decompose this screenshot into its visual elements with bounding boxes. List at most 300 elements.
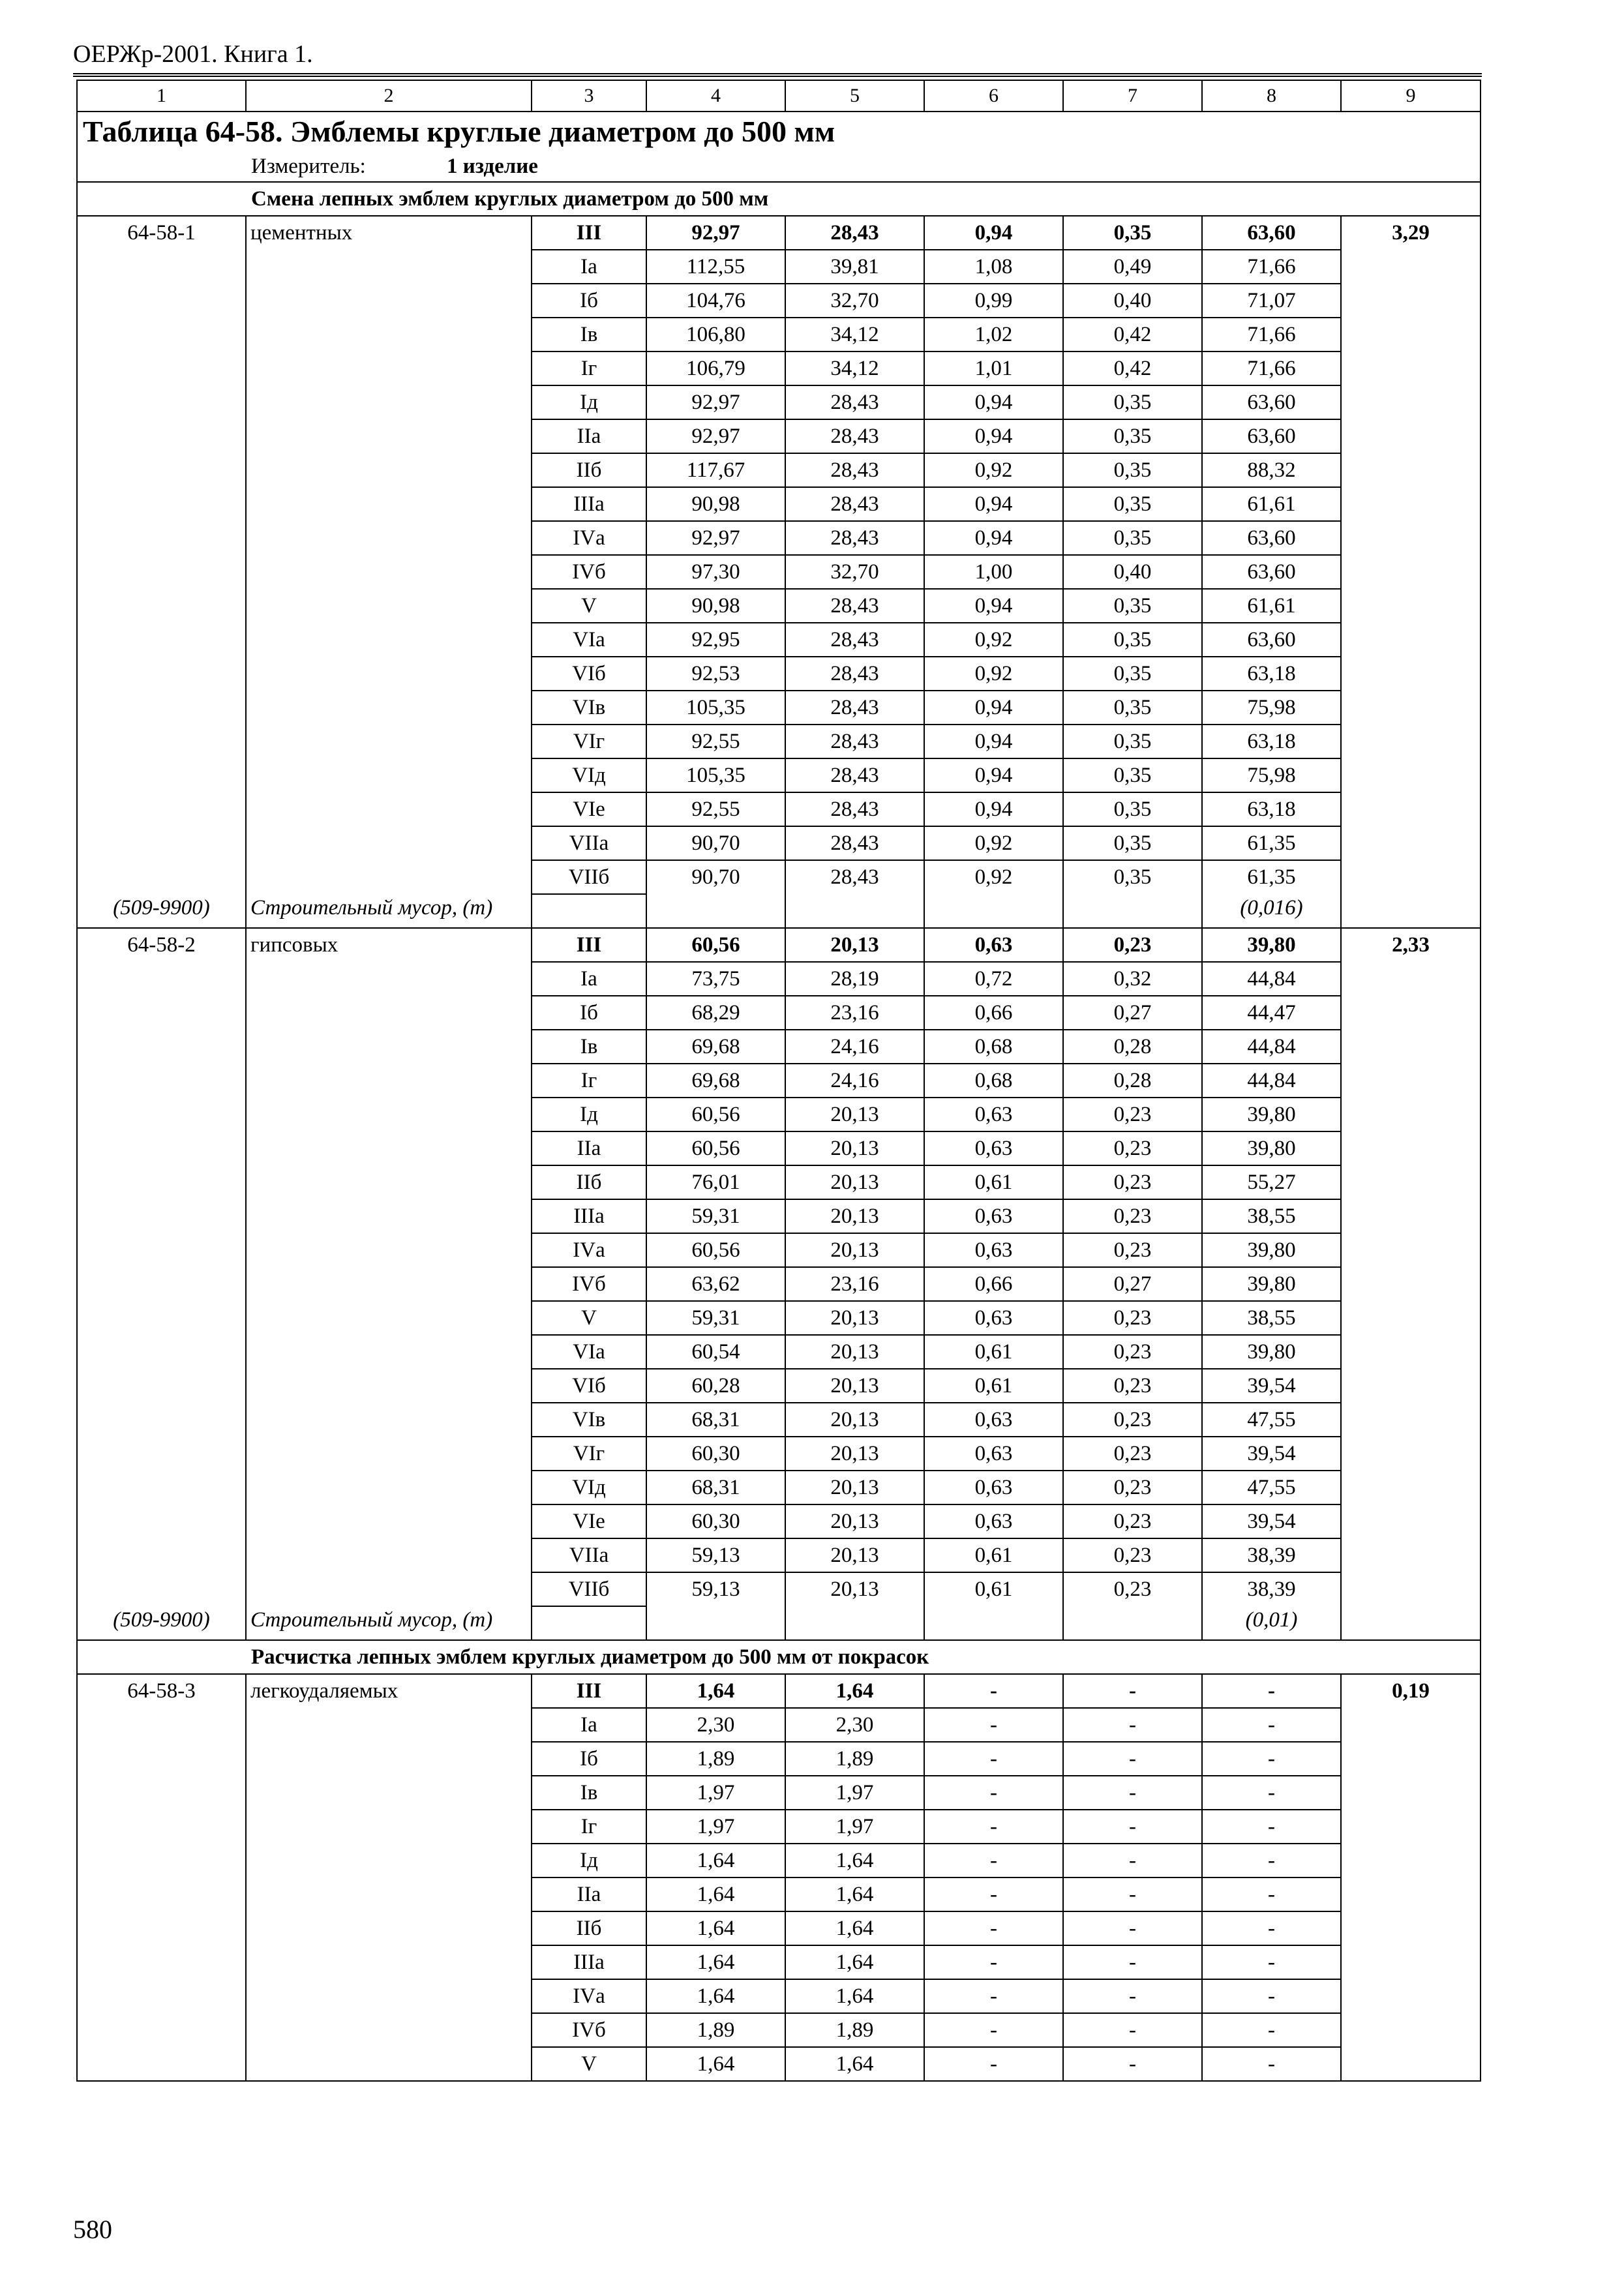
code-spacer <box>77 352 246 385</box>
value-cell: - <box>1063 1742 1202 1776</box>
value-cell: - <box>924 1844 1063 1878</box>
value-cell: - <box>1063 1708 1202 1742</box>
value-cell: 60,28 <box>646 1369 785 1403</box>
value-cell: 60,56 <box>646 1131 785 1165</box>
value-cell: 0,61 <box>924 1538 1063 1572</box>
name-spacer <box>246 1945 532 1979</box>
name-spacer <box>246 352 532 385</box>
value-cell: 0,63 <box>924 1131 1063 1165</box>
value-cell: 38,55 <box>1202 1199 1341 1233</box>
zone-label: Iб <box>532 996 646 1030</box>
value-c6: 0,94 <box>924 216 1063 250</box>
value-cell: - <box>1202 1844 1341 1878</box>
value-cell: 0,28 <box>1063 1064 1202 1098</box>
value-cell: 0,35 <box>1063 860 1202 894</box>
value-cell: 28,43 <box>785 860 924 894</box>
value-cell: 28,43 <box>785 419 924 453</box>
debris-row <box>77 1606 1481 1640</box>
name-spacer <box>246 1199 532 1233</box>
value-cell: 63,60 <box>1202 521 1341 555</box>
value-cell: 61,61 <box>1202 487 1341 521</box>
name-spacer <box>246 487 532 521</box>
zone-label: VIе <box>532 792 646 826</box>
value-cell: 1,89 <box>646 2013 785 2047</box>
zone-label: Iв <box>532 318 646 352</box>
zone-row <box>77 284 1481 318</box>
value-cell: 0,23 <box>1063 1165 1202 1199</box>
section-heading-row <box>77 1640 1481 1674</box>
value-cell: - <box>1202 2013 1341 2047</box>
zone-row <box>77 2047 1481 2081</box>
zone-label: Iа <box>532 962 646 996</box>
zone-row <box>77 1437 1481 1471</box>
value-cell: 0,63 <box>924 1504 1063 1538</box>
value-cell: 0,27 <box>1063 996 1202 1030</box>
value-cell: 20,13 <box>785 1572 924 1606</box>
name-spacer <box>246 1810 532 1844</box>
zone-label: Iб <box>532 1742 646 1776</box>
value-cell: 0,94 <box>924 521 1063 555</box>
value-cell: 0,23 <box>1063 1098 1202 1131</box>
value-cell: 1,97 <box>646 1810 785 1844</box>
name-spacer <box>246 521 532 555</box>
value-cell: 1,97 <box>785 1776 924 1810</box>
column-number: 8 <box>1202 80 1341 112</box>
measure-label: Измеритель: <box>251 155 366 178</box>
value-cell: - <box>1063 2013 1202 2047</box>
value-cell: 44,84 <box>1202 1030 1341 1064</box>
value-cell: 106,80 <box>646 318 785 352</box>
value-cell: 28,43 <box>785 826 924 860</box>
name-spacer <box>246 826 532 860</box>
value-cell: 1,64 <box>646 1844 785 1878</box>
value-cell: 63,62 <box>646 1267 785 1301</box>
column-number: 4 <box>646 80 785 112</box>
value-c7: 0,23 <box>1063 928 1202 962</box>
name-spacer <box>246 758 532 792</box>
value-cell: 0,35 <box>1063 487 1202 521</box>
zone-label: IVа <box>532 1233 646 1267</box>
code-spacer <box>77 1878 246 1911</box>
value-cell: 20,13 <box>785 1199 924 1233</box>
value-cell: 61,35 <box>1202 826 1341 860</box>
value-cell: 0,23 <box>1063 1131 1202 1165</box>
debris-code: (509-9900) <box>77 1606 246 1640</box>
code-spacer <box>77 318 246 352</box>
value-cell: 92,55 <box>646 792 785 826</box>
value-cell: 0,35 <box>1063 521 1202 555</box>
value-cell: 28,43 <box>785 792 924 826</box>
value-cell: 71,07 <box>1202 284 1341 318</box>
value-cell: 20,13 <box>785 1301 924 1335</box>
value-c7: - <box>1063 1674 1202 1708</box>
code-spacer <box>77 1233 246 1267</box>
value-cell: 55,27 <box>1202 1165 1341 1199</box>
column-number-row <box>77 80 1481 112</box>
code-spacer <box>77 1776 246 1810</box>
name-spacer <box>246 1538 532 1572</box>
value-cell: - <box>924 1810 1063 1844</box>
value-cell: 20,13 <box>785 1403 924 1437</box>
zone-row <box>77 1030 1481 1064</box>
value-cell: 0,63 <box>924 1098 1063 1131</box>
zone-row <box>77 1471 1481 1504</box>
value-cell: 63,18 <box>1202 725 1341 758</box>
zone-label: Iг <box>532 352 646 385</box>
zone-row <box>77 1335 1481 1369</box>
value-cell: 34,12 <box>785 352 924 385</box>
value-c4: 60,56 <box>646 928 785 962</box>
value-cell: 39,81 <box>785 250 924 284</box>
value-cell: 39,54 <box>1202 1504 1341 1538</box>
code-spacer <box>77 860 246 894</box>
value-c4: 92,97 <box>646 216 785 250</box>
value-cell: 28,43 <box>785 657 924 691</box>
name-spacer <box>246 1471 532 1504</box>
value-cell: 39,80 <box>1202 1131 1341 1165</box>
zone-label: Iд <box>532 1844 646 1878</box>
code-spacer <box>77 1335 246 1369</box>
running-title: ОЕРЖр-2001. Книга 1. <box>73 40 313 68</box>
zone-row <box>77 1267 1481 1301</box>
value-cell: 0,94 <box>924 792 1063 826</box>
value-cell: 1,64 <box>646 1878 785 1911</box>
value-cell: 90,98 <box>646 487 785 521</box>
item-name: легкоудаляемых <box>246 1674 532 1708</box>
zone-row <box>77 1708 1481 1742</box>
zone-label: IIб <box>532 453 646 487</box>
name-spacer <box>246 1267 532 1301</box>
value-cell: 1,89 <box>785 1742 924 1776</box>
value-cell: 0,32 <box>1063 962 1202 996</box>
code-spacer <box>77 1098 246 1131</box>
value-cell: 0,63 <box>924 1199 1063 1233</box>
zone-label: VIв <box>532 691 646 725</box>
zone-row <box>77 1742 1481 1776</box>
value-cell: 0,94 <box>924 419 1063 453</box>
code-spacer <box>77 623 246 657</box>
value-cell: 1,64 <box>646 1911 785 1945</box>
value-cell: 38,39 <box>1202 1572 1341 1606</box>
value-cell: 1,64 <box>785 1911 924 1945</box>
zone-row <box>77 250 1481 284</box>
section-heading: Смена лепных эмблем круглых диаметром до 500 мм <box>77 182 1481 216</box>
value-cell: 28,43 <box>785 623 924 657</box>
zone-row <box>77 1199 1481 1233</box>
value-cell: 0,63 <box>924 1471 1063 1504</box>
name-spacer <box>246 1979 532 2013</box>
code-spacer <box>77 1064 246 1098</box>
value-cell: 39,80 <box>1202 1267 1341 1301</box>
value-cell: 0,23 <box>1063 1199 1202 1233</box>
value-cell: 39,80 <box>1202 1098 1341 1131</box>
zone-row <box>77 1369 1481 1403</box>
value-c6: - <box>924 1674 1063 1708</box>
zone-label: Iг <box>532 1810 646 1844</box>
code-spacer <box>77 1572 246 1606</box>
value-c8: 39,80 <box>1202 928 1341 962</box>
value-cell: 0,40 <box>1063 555 1202 589</box>
zone-row <box>77 1403 1481 1437</box>
column-number: 3 <box>532 80 646 112</box>
name-spacer <box>246 1844 532 1878</box>
value-cell: 28,19 <box>785 962 924 996</box>
zone-label: VIг <box>532 1437 646 1471</box>
zone-label: VIв <box>532 1403 646 1437</box>
value-cell: - <box>924 1945 1063 1979</box>
value-cell: 28,43 <box>785 453 924 487</box>
value-cell: - <box>1202 1776 1341 1810</box>
name-spacer <box>246 1708 532 1742</box>
zone-row <box>77 487 1481 521</box>
value-cell: 1,64 <box>785 1945 924 1979</box>
zone-label: VIе <box>532 1504 646 1538</box>
code-spacer <box>77 758 246 792</box>
value-cell: - <box>924 1911 1063 1945</box>
value-cell: 28,43 <box>785 521 924 555</box>
value-cell: 0,35 <box>1063 385 1202 419</box>
value-cell: 0,92 <box>924 826 1063 860</box>
debris-code: (509-9900) <box>77 894 246 928</box>
debris-spacer <box>1063 1606 1202 1640</box>
value-cell: - <box>1063 1979 1202 2013</box>
zone-label: V <box>532 2047 646 2081</box>
zone-label: IIб <box>532 1911 646 1945</box>
zone-label: IIб <box>532 1165 646 1199</box>
value-cell: - <box>1063 1945 1202 1979</box>
value-cell: 60,54 <box>646 1335 785 1369</box>
value-cell: - <box>1063 1911 1202 1945</box>
value-cell: - <box>1063 1844 1202 1878</box>
rates-table <box>76 80 1481 2082</box>
value-cell: 0,42 <box>1063 352 1202 385</box>
zone-label: VIа <box>532 623 646 657</box>
value-cell: 47,55 <box>1202 1471 1341 1504</box>
value-cell: 59,31 <box>646 1301 785 1335</box>
value-cell: 39,80 <box>1202 1233 1341 1267</box>
value-cell: 0,94 <box>924 725 1063 758</box>
value-cell: 0,94 <box>924 487 1063 521</box>
value-cell: 1,64 <box>785 1979 924 2013</box>
code-spacer <box>77 1301 246 1335</box>
value-cell: - <box>1063 1776 1202 1810</box>
debris-spacer <box>646 1606 785 1640</box>
name-spacer <box>246 962 532 996</box>
zone-row <box>77 1572 1481 1606</box>
measure-cell <box>77 151 1481 182</box>
value-cell: - <box>1202 1945 1341 1979</box>
code-spacer <box>77 792 246 826</box>
value-cell: 92,95 <box>646 623 785 657</box>
code-spacer <box>77 1979 246 2013</box>
value-cell: 73,75 <box>646 962 785 996</box>
name-spacer <box>246 284 532 318</box>
value-c8: - <box>1202 1674 1341 1708</box>
value-cell: - <box>1202 1810 1341 1844</box>
name-spacer <box>246 318 532 352</box>
value-c9: 2,33 <box>1341 928 1481 1640</box>
zone-row <box>77 657 1481 691</box>
item-name: гипсовых <box>246 928 532 962</box>
zone-row <box>77 1945 1481 1979</box>
name-spacer <box>246 1369 532 1403</box>
zone-label: V <box>532 589 646 623</box>
name-spacer <box>246 623 532 657</box>
value-c7: 0,35 <box>1063 216 1202 250</box>
name-spacer <box>246 996 532 1030</box>
zone-label: VIIа <box>532 1538 646 1572</box>
value-cell: - <box>1202 1878 1341 1911</box>
name-spacer <box>246 1165 532 1199</box>
value-cell: 60,30 <box>646 1504 785 1538</box>
value-cell: 75,98 <box>1202 758 1341 792</box>
name-spacer <box>246 1131 532 1165</box>
value-cell: 0,23 <box>1063 1335 1202 1369</box>
name-spacer <box>246 1403 532 1437</box>
zone-label: Iд <box>532 385 646 419</box>
value-cell: 47,55 <box>1202 1403 1341 1437</box>
value-c5: 1,64 <box>785 1674 924 1708</box>
value-cell: 44,84 <box>1202 962 1341 996</box>
code-spacer <box>77 691 246 725</box>
code-spacer <box>77 1945 246 1979</box>
code-spacer <box>77 1403 246 1437</box>
value-cell: 59,13 <box>646 1538 785 1572</box>
value-cell: 1,89 <box>785 2013 924 2047</box>
zone-row <box>77 2013 1481 2047</box>
value-cell: 61,35 <box>1202 860 1341 894</box>
zone-row <box>77 453 1481 487</box>
value-cell: 28,43 <box>785 385 924 419</box>
value-cell: 0,35 <box>1063 657 1202 691</box>
zone-row <box>77 1878 1481 1911</box>
value-cell: 76,01 <box>646 1165 785 1199</box>
code-spacer <box>77 725 246 758</box>
zone-label: VIIб <box>532 860 646 894</box>
zone-label: VIа <box>532 1335 646 1369</box>
value-cell: 0,23 <box>1063 1369 1202 1403</box>
value-cell: 0,94 <box>924 589 1063 623</box>
value-cell: 28,43 <box>785 691 924 725</box>
name-spacer <box>246 1030 532 1064</box>
name-spacer <box>246 860 532 894</box>
value-cell: 75,98 <box>1202 691 1341 725</box>
zone-label: VIд <box>532 1471 646 1504</box>
value-cell: 28,43 <box>785 589 924 623</box>
zone-label: Iв <box>532 1776 646 1810</box>
item-main-row <box>77 1674 1481 1708</box>
name-spacer <box>246 419 532 453</box>
code-spacer <box>77 521 246 555</box>
debris-spacer <box>646 894 785 928</box>
value-cell: - <box>924 2013 1063 2047</box>
value-cell: 88,32 <box>1202 453 1341 487</box>
value-cell: - <box>924 1708 1063 1742</box>
value-cell: 0,23 <box>1063 1403 1202 1437</box>
name-spacer <box>246 1572 532 1606</box>
value-cell: 0,23 <box>1063 1504 1202 1538</box>
zone-row <box>77 826 1481 860</box>
value-cell: 69,68 <box>646 1064 785 1098</box>
value-cell: 69,68 <box>646 1030 785 1064</box>
zone-row <box>77 860 1481 894</box>
column-number: 9 <box>1341 80 1481 112</box>
zone-row <box>77 352 1481 385</box>
value-cell: 1,89 <box>646 1742 785 1776</box>
value-cell: 0,94 <box>924 691 1063 725</box>
debris-zone-spacer <box>532 1606 646 1640</box>
value-cell: - <box>1202 1742 1341 1776</box>
zone-row <box>77 1844 1481 1878</box>
value-cell: 28,43 <box>785 725 924 758</box>
zone-row <box>77 1098 1481 1131</box>
name-spacer <box>246 1911 532 1945</box>
code-spacer <box>77 284 246 318</box>
name-spacer <box>246 792 532 826</box>
zone-row <box>77 318 1481 352</box>
measure-value: 1 изделие <box>447 155 538 178</box>
value-cell: 34,12 <box>785 318 924 352</box>
value-cell: 0,23 <box>1063 1538 1202 1572</box>
value-cell: 1,64 <box>646 1979 785 2013</box>
value-c4: 1,64 <box>646 1674 785 1708</box>
value-cell: 59,13 <box>646 1572 785 1606</box>
value-cell: 20,13 <box>785 1437 924 1471</box>
value-cell: 0,68 <box>924 1030 1063 1064</box>
zone-label: Iа <box>532 250 646 284</box>
name-spacer <box>246 385 532 419</box>
name-spacer <box>246 1064 532 1098</box>
header-rule <box>73 73 1482 77</box>
value-cell: 23,16 <box>785 996 924 1030</box>
value-cell: 0,23 <box>1063 1572 1202 1606</box>
debris-name: Строительный мусор, (т) <box>246 1606 532 1640</box>
value-cell: 0,23 <box>1063 1437 1202 1471</box>
value-cell: 0,35 <box>1063 623 1202 657</box>
value-cell: 63,60 <box>1202 555 1341 589</box>
value-cell: 68,31 <box>646 1403 785 1437</box>
value-cell: 1,01 <box>924 352 1063 385</box>
value-cell: 117,67 <box>646 453 785 487</box>
zone-label: VIб <box>532 1369 646 1403</box>
zone-label: IVа <box>532 521 646 555</box>
value-cell: 1,97 <box>785 1810 924 1844</box>
name-spacer <box>246 1742 532 1776</box>
code-spacer <box>77 1742 246 1776</box>
value-cell: 32,70 <box>785 555 924 589</box>
value-cell: 1,97 <box>646 1776 785 1810</box>
name-spacer <box>246 555 532 589</box>
value-cell: 0,23 <box>1063 1301 1202 1335</box>
value-cell: 0,66 <box>924 1267 1063 1301</box>
name-spacer <box>246 1301 532 1335</box>
zone-label: IIа <box>532 1878 646 1911</box>
value-cell: 0,63 <box>924 1301 1063 1335</box>
value-cell: 0,99 <box>924 284 1063 318</box>
value-cell: 0,61 <box>924 1572 1063 1606</box>
table-title-row <box>77 112 1481 151</box>
value-cell: 1,64 <box>785 1844 924 1878</box>
value-c9: 3,29 <box>1341 216 1481 928</box>
code-spacer <box>77 1030 246 1064</box>
debris-value: (0,01) <box>1202 1606 1341 1640</box>
name-spacer <box>246 1437 532 1471</box>
zone-row <box>77 1538 1481 1572</box>
zone-row <box>77 419 1481 453</box>
zone-label: VIб <box>532 657 646 691</box>
table-title: Таблица 64-58. Эмблемы круглые диаметром до 500 мм <box>77 112 1481 151</box>
name-spacer <box>246 1504 532 1538</box>
